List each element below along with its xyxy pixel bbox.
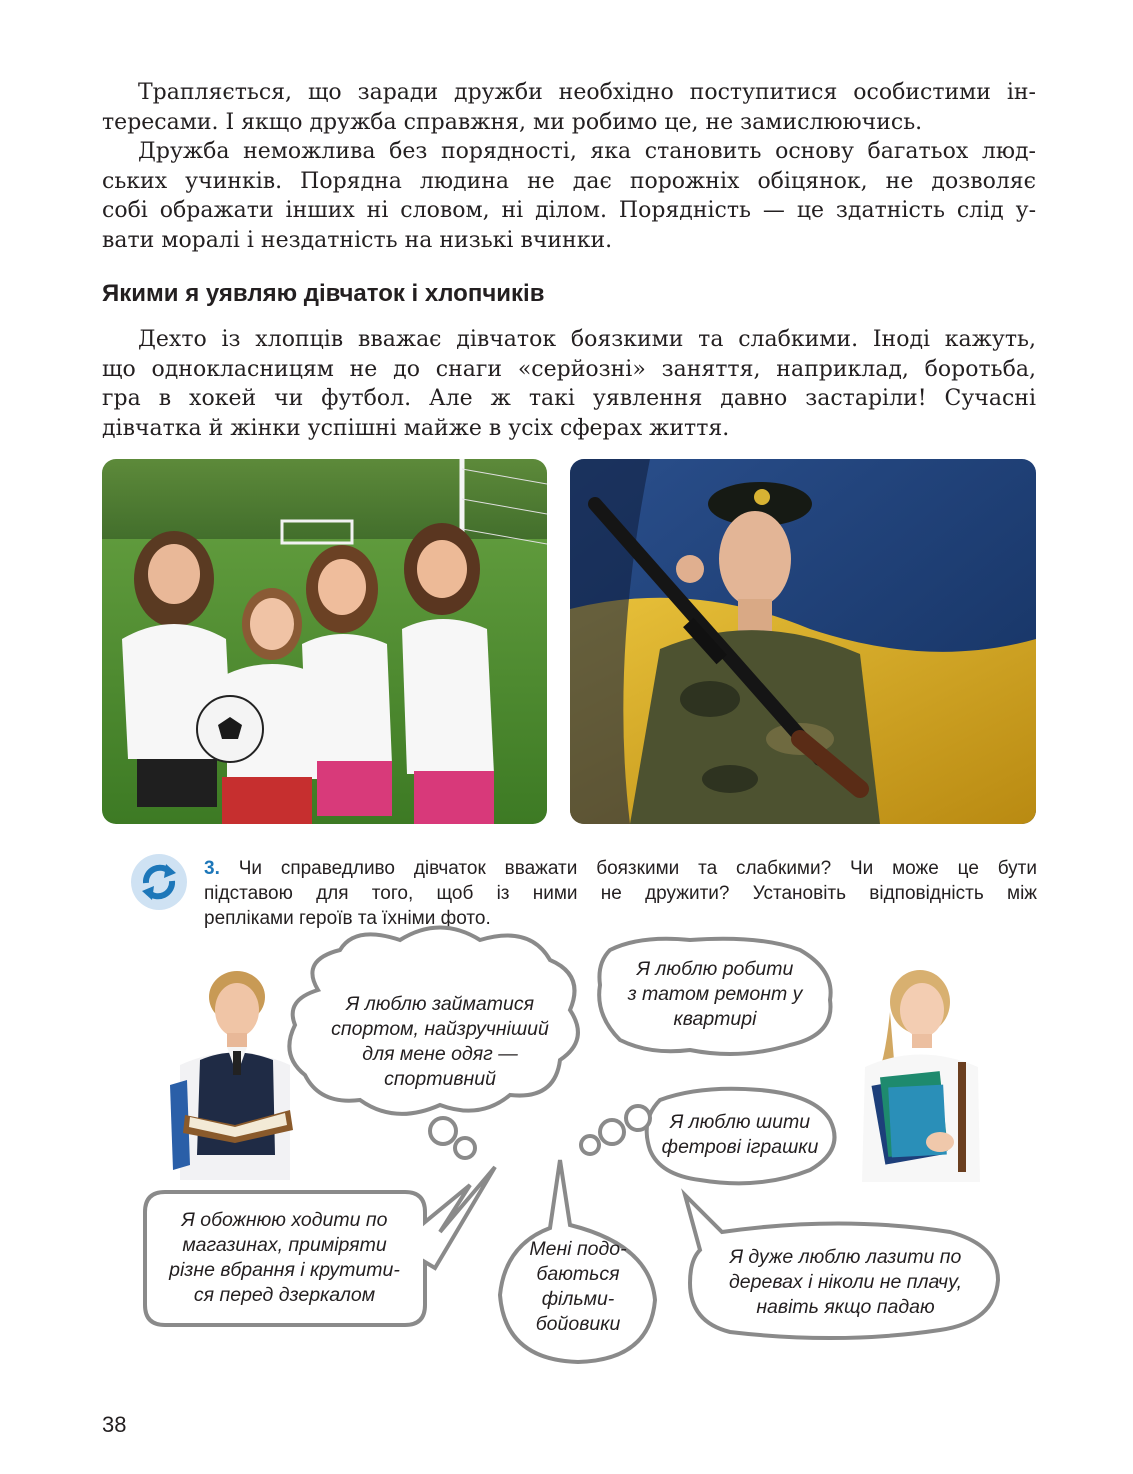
bubble-trees-text — [698, 1245, 993, 1320]
boy-with-book-image — [165, 965, 295, 1180]
section-heading: Якими я уявляю дівчаток і хлопчиків — [102, 280, 545, 307]
bubble-sport-text — [305, 992, 575, 1092]
text-line: гра в хокей чи футбол. Але ж такі уявлення давно застаріли! Сучасні — [102, 386, 1036, 411]
task-line: репліками героїв та їхніми фото. — [204, 908, 491, 929]
bubble-line: квартирі — [673, 1008, 757, 1030]
bubble-line: Я люблю шити — [669, 1111, 811, 1133]
girl-with-folders-image — [850, 962, 985, 1182]
bubble-line: ся перед дзеркалом — [193, 1284, 376, 1306]
bubble-line: навіть якщо падаю — [756, 1296, 935, 1318]
bubble-line: з татом ремонт у — [627, 983, 803, 1005]
bubble-line: Мені подо- — [529, 1238, 627, 1260]
bubble-line: Я люблю займатися — [346, 993, 534, 1015]
bubble-line: Я люблю робити — [636, 958, 794, 980]
text-line: собі ображати інших ні словом, ні ділом. Порядність — це здатність слід у- — [102, 198, 1036, 223]
text-line: що однокласницям не до снаги «серйозні» заняття, наприклад, боротьба, — [102, 356, 1036, 382]
task-line: підставою для того, щоб із ними не дружити? Установіть відповідність між — [204, 883, 1037, 904]
bubble-line: деревах і ніколи не плачу, — [729, 1271, 962, 1293]
bubble-line: Я дуже люблю лазити по — [729, 1246, 962, 1268]
bubble-line: фільми- — [541, 1288, 615, 1310]
bubble-line: магазинах, приміряти — [182, 1234, 387, 1256]
task-number: 3. — [204, 858, 220, 879]
bubble-line: різне вбрання і крутити- — [169, 1259, 400, 1281]
bubble-line: Я обожнюю ходити по — [181, 1209, 388, 1231]
text-line: ських учинків. Порядна людина не дає порожніх обіцянок, не дозволяє — [102, 168, 1036, 194]
text-line: Дружба неможлива без порядності, яка становить основу багатьох люд- — [138, 139, 1036, 164]
bubble-repair-text — [600, 957, 830, 1032]
bubble-line: баються — [536, 1263, 620, 1285]
bubble-line: спортом, найзручніший — [331, 1018, 549, 1040]
text-line: Трапляється, що заради дружби необхідно поступитися особистими ін- — [138, 80, 1036, 105]
text-line: тересами. І якщо дружба справжня, ми робимо це, не замислюючись. — [102, 109, 923, 135]
text-line: дівчатка й жінки успішні майже в усіх сферах життя. — [102, 415, 730, 441]
text-line: вати моралі і нездатність на низькі вчинки. — [102, 227, 613, 253]
text-line: Дехто із хлопців вважає дівчаток боязкими та слабкими. Іноді кажуть, — [138, 327, 1036, 352]
bubble-line: для мене одяг — — [362, 1043, 518, 1065]
bubble-line: фетрові іграшки — [661, 1136, 819, 1158]
task-line-text: Чи справедливо дівчаток вважати боязкими та слабкими? Чи може це бути — [238, 858, 1037, 879]
bubble-sew-text — [640, 1110, 840, 1160]
bubble-shopping-text — [152, 1208, 417, 1308]
page-number: 38 — [102, 1412, 127, 1437]
bubble-line: бойовики — [535, 1313, 621, 1335]
bubble-movies-text — [508, 1237, 648, 1337]
bubble-line: спортивний — [384, 1068, 496, 1090]
